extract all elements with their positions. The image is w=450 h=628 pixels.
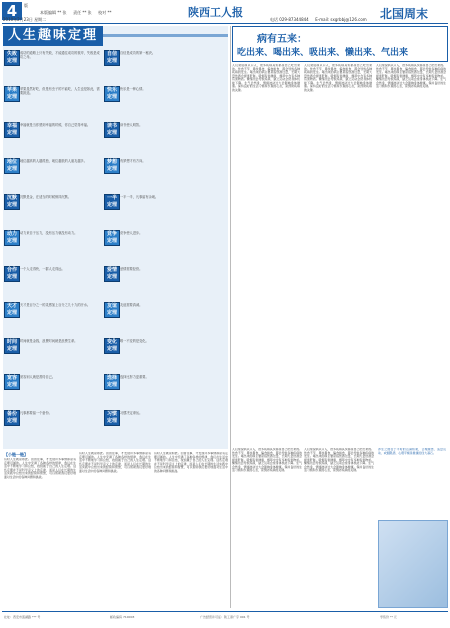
- rows_right-tag: 习惯 定理: [104, 410, 120, 426]
- bottom-text-col-1: 有时人生就是如此。回首往事，才发现许多事情都是有定理可循的。人生中充满了各种各样的规律，我们在生活中不断地学习和总结，找到属于自己的人生定理。这些定理并不是科学意义上的定律，而是人们在长期的生活实践中总结出来的经验和智慧，可以帮助我们更好地面对生活中的各种问题和挑战。: [4, 458, 76, 479]
- rows_left-text: 一个人走得快，一群人走得远。: [20, 267, 65, 271]
- banner-stripe: [103, 34, 228, 37]
- newspaper-logo: 陕西工人报: [188, 6, 243, 19]
- article-col-5: 人们常说病从口入，很多疾病其实都是自己吃出来的。饮食不节，暴饮暴食，偏食挑食，都会导致各种疾病的发生。喝出来的病主要是指饮酒过量，长期大量饮酒会损害肝脏。吸烟有害健康，烟草中含有多种有害物质。懒惰也会导致疾病，缺乏运动会使身体机能下降。生气会伤身，情绪波动过大会影响身体健康。保持良好的生活习惯和乐观的心态，是预防疾病的关键。: [304, 448, 374, 472]
- rows_left-tag: 幸福 定理: [4, 122, 20, 138]
- date-line: 2010年2月23日 星期二: [3, 17, 47, 22]
- rows_right-text: 快乐是一种心情。: [120, 87, 146, 91]
- sidebar-note: 养生之道在于平时的点滴积累，合理膳食、适量运动、戒烟限酒、心理平衡是健康的四大基石。: [378, 448, 446, 455]
- rows_right-tag: 变化 定理: [104, 338, 120, 354]
- feature-banner: 人生趣味定理: [3, 26, 103, 46]
- rows_left-text: 动力来自于压力，没有压力就没有动力。: [20, 231, 78, 235]
- rows_right-tag: 友谊 定理: [104, 302, 120, 318]
- rows_left-tag: 失败 定理: [4, 50, 20, 66]
- footer-address: 社址：西安市莲湖路 *** 号: [4, 615, 41, 619]
- rows_right-text: 爱情需要经营。: [120, 267, 143, 271]
- rows_left-text: 时间就是金钱，浪费时间就是浪费生命。: [20, 339, 78, 343]
- article-col-3: 人们常说病从口入，很多疾病其实都是自己吃出来的。饮食不节，暴饮暴食，偏食挑食，都会导致各种疾病的发生。喝出来的病主要是指饮酒过量，长期大量饮酒会损害肝脏。吸烟有害健康，烟草中含有多种有害物质。懒惰也会导致疾病，缺乏运动会使身体机能下降。生气会伤身，情绪波动过大会影响身体健康。保持良好的生活习惯和乐观的心态，是预防疾病的关键。: [376, 64, 446, 88]
- rows_right-tag: 梦想 定理: [104, 158, 120, 174]
- footer-postcode: 邮政编码 710003: [110, 615, 135, 619]
- rows_left-text: 幸福就是当你感到幸福的时候，你自己觉得幸福。: [20, 123, 91, 127]
- rows_right-text: 自信是成功的第一秘诀。: [120, 51, 156, 55]
- contact-meta: 电话 029-87344844 E-mail: sxgrbbj@126.com: [270, 17, 367, 22]
- rows_left-text: 地位越高的人越孤独，地位越低的人朋友越多。: [20, 159, 87, 163]
- rows_left-tag: 宽容 定理: [4, 374, 20, 390]
- bottom-text-col-3: 有时人生就是如此。回首往事，才发现许多事情都是有定理可循的。人生中充满了各种各样的规律，我们在生活中不断地学习和总结，找到属于自己的人生定理。这些定理并不是科学意义上的定律，而是人们在长期的生活实践中总结出来的经验和智慧，可以帮助我们更好地面对生活中的各种问题和挑战。: [154, 452, 228, 473]
- page-suffix: 版: [24, 3, 28, 8]
- rows_left-tag: 合作 定理: [4, 266, 20, 282]
- rows_left-text: 宽容别人就是善待自己。: [20, 375, 56, 379]
- rows_right-tag: 选择 定理: [104, 374, 120, 390]
- bottom-text-col-2: 有时人生就是如此。回首往事，才发现许多事情都是有定理可循的。人生中充满了各种各样的规律，我们在生活中不断地学习和总结，找到属于自己的人生定理。这些定理并不是科学意义上的定律，而是人们在长期的生活实践中总结出来的经验和智慧，可以帮助我们更好地面对生活中的各种问题和挑战。: [79, 452, 151, 473]
- footer-rule: [2, 611, 448, 612]
- rows_left-tag: 备份 定理: [4, 410, 20, 426]
- rows_left-tag: 地位 定理: [4, 158, 20, 174]
- bottom-title: 【小链一链】: [4, 452, 28, 457]
- rows_right-tag: 自信 定理: [104, 50, 120, 66]
- footer-license: 广告经营许可证：陕工商广字 001 号: [200, 615, 250, 619]
- rows_left-text: 天才是百分之一的灵感加上百分之九十九的汗水。: [20, 303, 91, 307]
- article-col-1: 人们常说病从口入，很多疾病其实都是自己吃出来的。饮食不节，暴饮暴食，偏食挑食，都会导致各种疾病的发生。喝出来的病主要是指饮酒过量，长期大量饮酒会损害肝脏。吸烟有害健康，烟草中含有多种有害物质。懒惰也会导致疾病，缺乏运动会使身体机能下降。生气会伤身，情绪波动过大会影响身体健康。保持良好的生活习惯和乐观的心态，是预防疾病的关键。: [232, 64, 300, 92]
- rows_left-tag: 沉默 定理: [4, 194, 20, 210]
- article-col-2: 人们常说病从口入，很多疾病其实都是自己吃出来的。饮食不节，暴饮暴食，偏食挑食，都会导致各种疾病的发生。喝出来的病主要是指饮酒过量，长期大量饮酒会损害肝脏。吸烟有害健康，烟草中含有多种有害物质。懒惰也会导致疾病，缺乏运动会使身体机能下降。生气会伤身，情绪波动过大会影响身体健康。保持良好的生活习惯和乐观的心态，是预防疾病的关键。: [304, 64, 372, 92]
- rows_right-tag: 快乐 定理: [104, 86, 120, 102]
- header-rule: [2, 23, 448, 24]
- footer-price: 零售价 ** 元: [380, 615, 397, 619]
- rows_left-tag: 动力 定理: [4, 230, 20, 246]
- rows_left-tag: 天才 定理: [4, 302, 20, 318]
- rows_right-tag: 读书 定理: [104, 122, 120, 138]
- rows_left-tag: 苹果 定理: [4, 86, 20, 102]
- rows_right-text: 有梦想才有方向。: [120, 159, 146, 163]
- rows_left-text: 成功的道路上只有失败，才能通往成功的彼岸，失败是成功之母。: [20, 51, 100, 59]
- rows_right-text: 习惯决定命运。: [120, 411, 143, 415]
- column-divider: [230, 26, 231, 608]
- rows_right-tag: 爱情 定理: [104, 266, 120, 282]
- rows_right-text: 一半一半，凡事留有余地。: [120, 195, 159, 199]
- rows_right-text: 唯一不变的是变化。: [120, 339, 149, 343]
- section-name: 北国周末: [380, 7, 429, 21]
- rows_left-text: 苹果虽然好吃，但是有虫子的不能吃，人生也是如此，需要挑选。: [20, 87, 100, 95]
- rows_right-text: 竞争使人进步。: [120, 231, 143, 235]
- rows_left-tag: 时间 定理: [4, 338, 20, 354]
- article-title-box: [232, 26, 448, 62]
- rows_right-tag: 一半 定理: [104, 194, 120, 210]
- rows_left-text: 沉默是金，在适当的时候保持沉默。: [20, 195, 71, 199]
- editor-meta: 本版编辑 ** 张 责任 ** 张 校对 **: [40, 10, 112, 15]
- article-illustration: [378, 520, 448, 608]
- rows_right-text: 友谊需要真诚。: [120, 303, 143, 307]
- rows_right-text: 读书使人明智。: [120, 123, 143, 127]
- rows_left-text: 凡事都要留一个备份。: [20, 411, 52, 415]
- article-kicker: 病有五来：: [257, 34, 307, 45]
- rows_right-tag: 竞争 定理: [104, 230, 120, 246]
- rows_right-text: 选择比努力更重要。: [120, 375, 149, 379]
- article-col-4: 人们常说病从口入，很多疾病其实都是自己吃出来的。饮食不节，暴饮暴食，偏食挑食，都会导致各种疾病的发生。喝出来的病主要是指饮酒过量，长期大量饮酒会损害肝脏。吸烟有害健康，烟草中含有多种有害物质。懒惰也会导致疾病，缺乏运动会使身体机能下降。生气会伤身，情绪波动过大会影响身体健康。保持良好的生活习惯和乐观的心态，是预防疾病的关键。: [232, 448, 302, 472]
- page-number: 4: [2, 2, 22, 20]
- article-headline: 吃出来、喝出来、吸出来、懒出来、气出来: [237, 48, 409, 58]
